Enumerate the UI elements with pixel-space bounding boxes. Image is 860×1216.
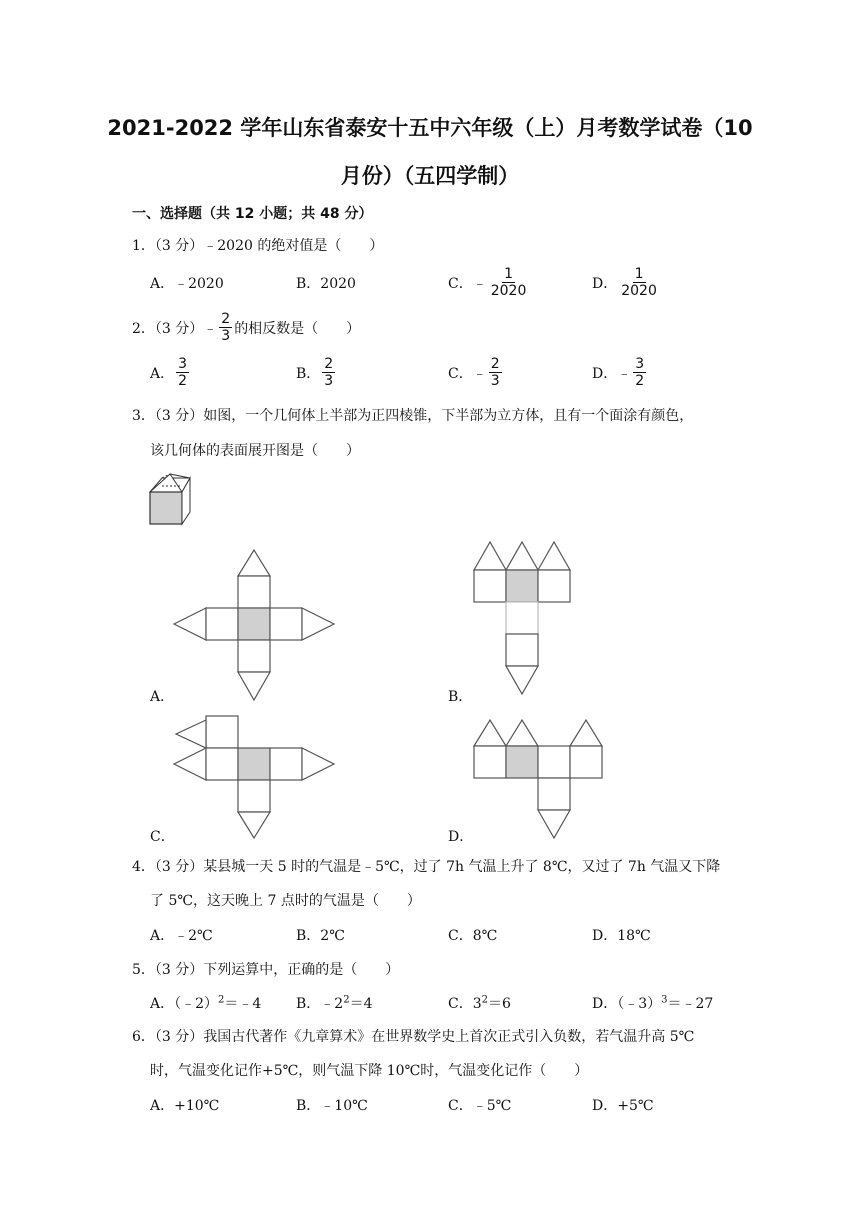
q5-option-a[interactable]: A．（﹣2）$^2$＝﹣4 (150, 994, 262, 1012)
section-heading: 一、选择题（共 12 小题；共 48 分） (132, 206, 373, 222)
q6-option-d[interactable]: D．+5℃ (592, 1098, 654, 1114)
q4-option-c[interactable]: C．8℃ (448, 928, 498, 944)
question-1-stem: 1．（3 分）﹣2020 的绝对值是（ ） (132, 238, 384, 254)
q1-option-c-fraction: $\frac{1}{2020}$ (490, 266, 527, 299)
q3-net-d[interactable] (472, 716, 608, 842)
q2-option-a-fraction: $\frac{3}{2}$ (178, 356, 188, 389)
q4-option-b[interactable]: B．2℃ (296, 928, 345, 944)
page-title-line2: 月份）（五四学制） (340, 164, 520, 188)
q5-option-c[interactable]: C．$3^2=6$ (448, 994, 511, 1012)
q3-label-c: C． (150, 829, 175, 845)
q1-option-b-text: B．2020 (296, 276, 356, 292)
q2-option-b[interactable]: B． $\frac{2}{3}$ (296, 356, 334, 389)
q6-option-c[interactable]: C．﹣5℃ (448, 1098, 512, 1114)
q1-option-d-fraction: $\frac{1}{2020}$ (621, 266, 657, 299)
q2-option-d[interactable]: D．﹣ $\frac{3}{2}$ (592, 356, 645, 389)
question-5-stem: 5．（3 分）下列运算中，正确的是（ ） (132, 962, 400, 978)
q2-option-b-fraction: $\frac{2}{3}$ (324, 356, 334, 389)
q3-solid-figure (146, 472, 196, 528)
q2-option-c-fraction: $\frac{2}{3}$ (490, 356, 500, 389)
q1-option-c[interactable] (448, 266, 530, 299)
q3-net-c[interactable] (172, 714, 336, 840)
question-3-stem-line2: 该几何体的表面展开图是（ ） (150, 443, 360, 459)
page-title: 2021-2022 学年山东省泰安十五中六年级（上）月考数学试卷（10 (107, 116, 753, 140)
q1-option-d-prefix: D． (592, 275, 618, 292)
q6-option-a[interactable]: A．+10℃ (150, 1098, 220, 1114)
q5-option-b[interactable]: B．$﹣2^2=4$ (296, 994, 373, 1012)
q4-option-a[interactable]: A．﹣2℃ (150, 928, 213, 944)
q1-option-d[interactable] (592, 266, 661, 299)
question-6-stem-line1: 6．（3 分）我国古代著作《九章算术》在世界数学史上首次正式引入负数，若气温升高 5℃ (132, 1029, 695, 1045)
question-3-stem-line1: 3．（3 分）如图，一个几何体上半部为正四棱锥，下半部为立方体，且有一个面涂有颜色， (132, 408, 694, 424)
question-4-stem-line1: 4．（3 分）某县城一天 5 时的气温是﹣5℃，过了 7h 气温上升了 8℃，又过了 7h 气温又下降 (132, 859, 721, 875)
q3-net-b[interactable] (472, 540, 576, 696)
question-4-stem-line2: 了 5℃，这天晚上 7 点时的气温是（ ） (150, 893, 421, 909)
q6-option-b[interactable]: B．﹣10℃ (296, 1098, 368, 1114)
question-6-stem-line2: 时，气温变化记作+5℃，则气温下降 10℃时，气温变化记作（ ） (150, 1063, 589, 1079)
q1-option-b[interactable] (296, 273, 356, 293)
question-2-stem: 2．（3 分）﹣ $\frac{2}{3}$ 的相反数是（ ） (132, 311, 361, 344)
q3-label-b: B． (448, 689, 473, 705)
q3-net-a[interactable] (172, 548, 336, 704)
q1-option-c-prefix: C．﹣ (448, 275, 487, 292)
q5-option-d[interactable]: D．（﹣3）$^3$＝﹣27 (592, 994, 714, 1012)
q4-option-d[interactable]: D．18℃ (592, 928, 651, 944)
q3-label-d: D． (448, 829, 474, 845)
q2-stem-fraction: $\frac{2}{3}$ (221, 311, 231, 344)
q2-option-a[interactable]: A． $\frac{3}{2}$ (150, 356, 188, 389)
q3-label-a: A． (150, 689, 175, 705)
q2-option-c[interactable]: C．﹣ $\frac{2}{3}$ (448, 356, 500, 389)
q1-option-a-text: A．﹣2020 (150, 276, 224, 292)
q1-option-a[interactable] (150, 273, 224, 293)
q2-option-d-fraction: $\frac{3}{2}$ (635, 356, 645, 389)
